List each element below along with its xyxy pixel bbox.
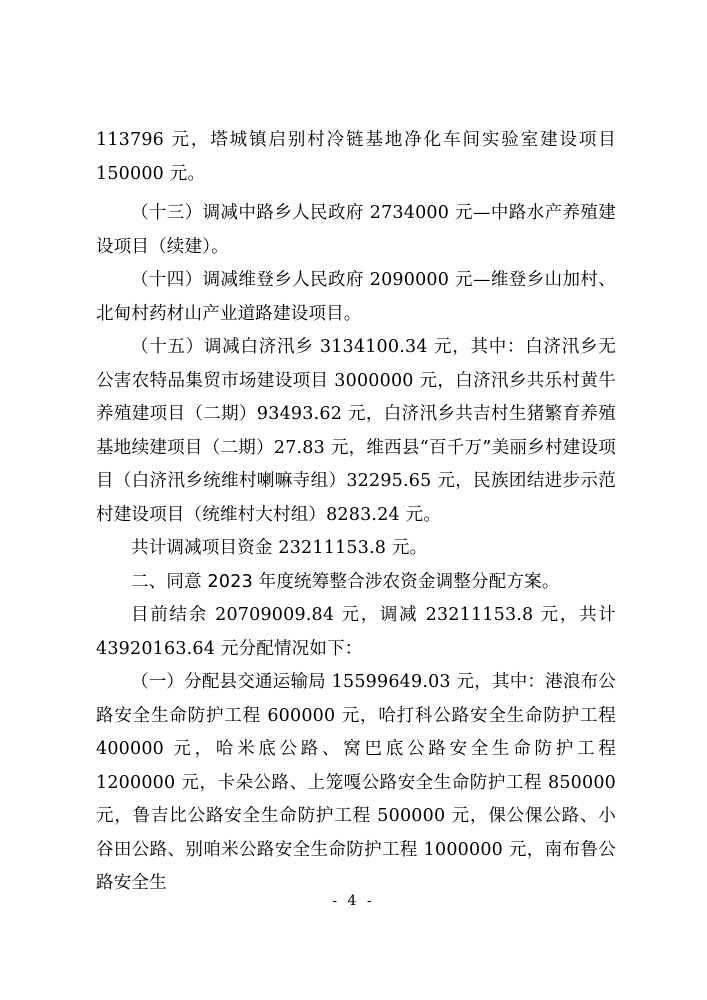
paragraph-total-reduction: 共计调减项目资金 23211153.8 元。 <box>131 538 428 558</box>
paragraph-allocation-1: （一）分配县交通运输局 15599649.03 元，其中：港浪布公路安全生命防护工程 600000 元，哈打科公路安全生命防护工程 400000 元，哈米底公路、窝巴底公路安全生命防护工程 1200000 元，卡朵公路、上笼嘎公路安全生命防护工程 850000 元，鲁吉比公路安全生命防护工程 500000 元，倮公倮公路、小谷田公路、别咱米公路安全生命防护工程 1000000 元，南布鲁公路安全生 <box>96 672 616 893</box>
section-heading-2: 二、同意 2023 年度统筹整合涉农资金调整分配方案。 <box>131 571 560 592</box>
page-number: - 4 - <box>332 893 375 909</box>
paragraph-item-14: （十四）调减维登乡人民政府 2090000 元—维登乡山加村、北甸村药材山产业道路建设项目。 <box>96 270 616 324</box>
paragraph-item-15: （十五）调减白济汛乡 3134100.34 元，其中：白济汛乡无公害农特品集贸市场建设项目 3000000 元，白济汛乡共乐村黄牛养殖建项目（二期）93493.62 元，白济汛乡共吉村生猪繁育养殖基地续建项目（二期）27.83 元，维西县“百千万”美丽乡村建设项目（白济汛乡统维村喇嘛寺组）32295.65 元，民族团结进步示范村建设项目（统维村大村组）8283.24 元。 <box>96 337 616 525</box>
paragraph-item-13: （十三）调减中路乡人民政府 2734000 元—中路水产养殖建设项目（续建）。 <box>96 203 616 257</box>
document-body <box>96 124 616 901</box>
paragraph-continued-item-12: 113796 元，塔城镇启别村冷链基地净化车间实验室建设项目 150000 元。 <box>96 130 616 184</box>
paragraph-balance: 目前结余 20709009.84 元，调减 23211153.8 元，共计 43920163.64 元分配情况如下： <box>96 605 616 659</box>
